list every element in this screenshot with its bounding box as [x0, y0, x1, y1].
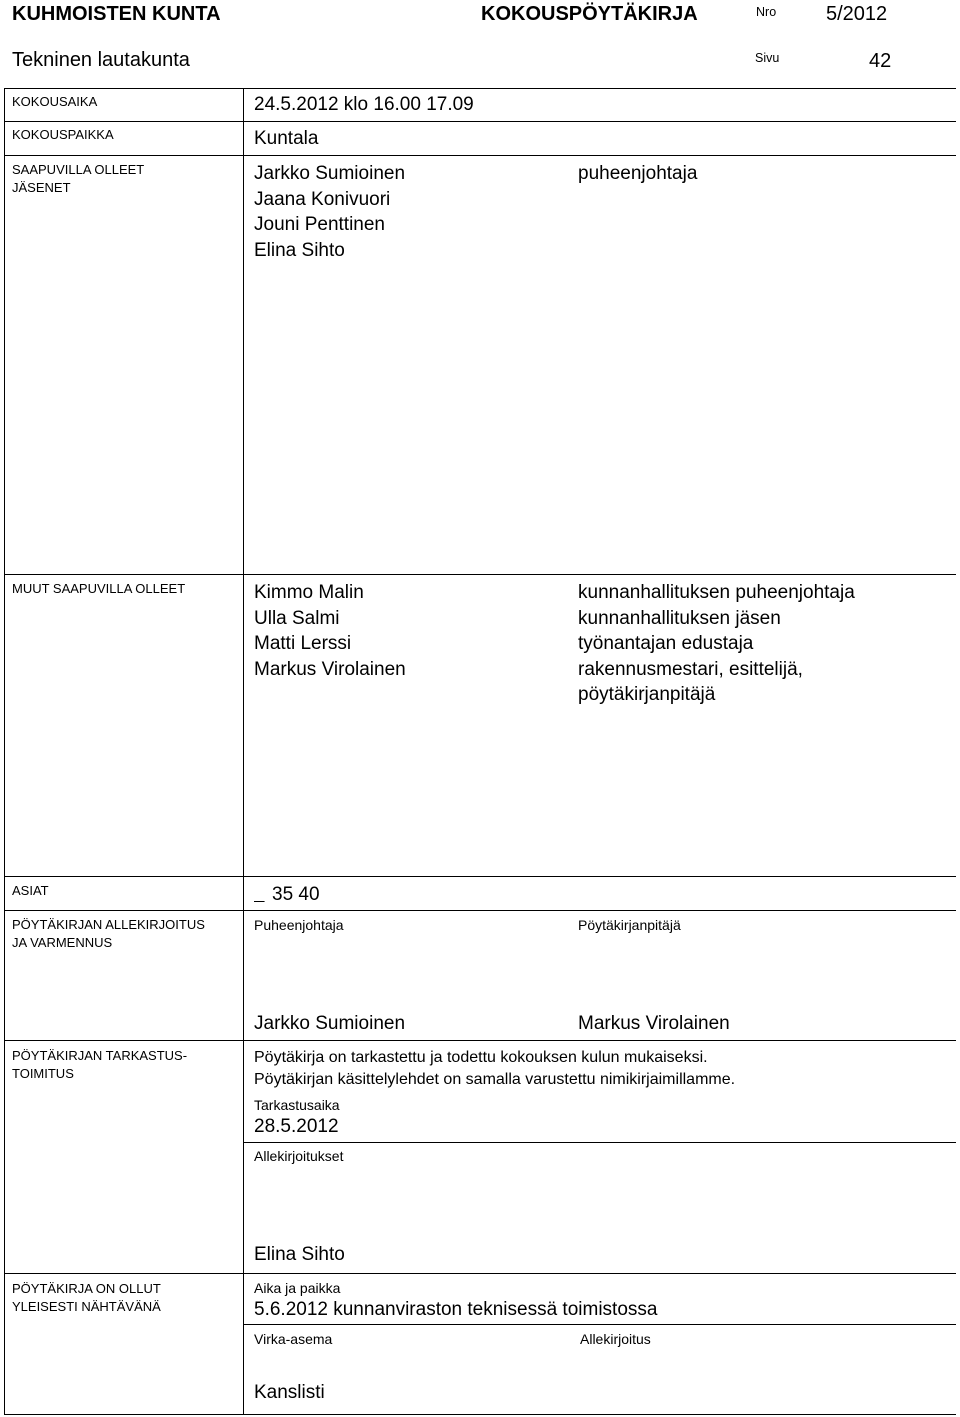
other-name: Ulla Salmi — [254, 607, 340, 629]
review-label — [12, 1047, 187, 1083]
other-role: rakennusmestari, esittelijä, — [578, 658, 803, 680]
frame-top-line — [4, 88, 956, 89]
row-divider-items — [4, 910, 956, 911]
member-name: Jaana Konivuori — [254, 188, 391, 210]
items-label: ASIAT — [12, 883, 49, 898]
meeting-time-value: 24.5.2012 klo 16.00 17.09 — [254, 94, 474, 115]
number-value: 5/2012 — [826, 3, 888, 25]
public-label-line-2: YLEISESTI NÄHTÄVÄNÄ — [12, 1299, 161, 1314]
other-role: kunnanhallituksen puheenjohtaja — [578, 582, 855, 603]
meeting-place-value: Kuntala — [254, 128, 319, 149]
members-list — [254, 161, 405, 263]
reviewer-name: Elina Sihto — [254, 1244, 345, 1265]
other-name: Markus Virolainen — [254, 658, 406, 680]
row-divider-time — [4, 121, 956, 122]
members-label-line-2: JÄSENET — [12, 180, 71, 195]
public-label-line-1: PÖYTÄKIRJA ON OLLUT — [12, 1281, 161, 1296]
page-label: Sivu — [755, 51, 780, 65]
chair-label: Puheenjohtaja — [254, 917, 344, 933]
board-name: Tekninen lautakunta — [12, 49, 190, 71]
number-label: Nro — [756, 5, 777, 19]
review-time-value: 28.5.2012 — [254, 1116, 339, 1137]
meeting-place-label: KOKOUSPAIKKA — [12, 127, 114, 142]
others-label: MUUT SAAPUVILLA OLLEET — [12, 581, 186, 596]
secretary-name: Markus Virolainen — [578, 1013, 730, 1034]
row-divider-place — [4, 155, 956, 156]
row-divider-members — [4, 574, 956, 575]
member-name: Jarkko Sumioinen — [254, 163, 406, 184]
review-time-label: Tarkastusaika — [254, 1097, 340, 1113]
member-role: puheenjohtaja — [578, 163, 698, 184]
other-role: pöytäkirjanpitäjä — [578, 684, 716, 705]
signing-label-line-1: PÖYTÄKIRJAN ALLEKIRJOITUS — [12, 917, 205, 932]
row-divider-others — [4, 876, 956, 877]
signing-label — [12, 916, 205, 952]
chair-name: Jarkko Sumioinen — [254, 1013, 406, 1034]
others-list — [254, 580, 406, 682]
members-label-line-1: SAAPUVILLA OLLEET — [12, 162, 145, 177]
label-column-divider — [243, 88, 244, 1415]
time-place-value: 5.6.2012 kunnanviraston teknisessä toimistossa — [254, 1299, 658, 1320]
frame-left-line — [4, 88, 5, 1415]
other-name: Kimmo Malin — [254, 582, 364, 603]
others-roles — [578, 580, 855, 708]
row-divider-review — [4, 1273, 956, 1274]
secretary-label: Pöytäkirjanpitäjä — [578, 917, 681, 933]
municipality-name: KUHMOISTEN KUNTA — [12, 3, 221, 25]
review-statement-line: Pöytäkirjan käsittelylehdet on samalla varustettu nimikirjaimillamme. — [254, 1071, 736, 1088]
position-label: Virka-asema — [254, 1331, 333, 1347]
items-section-sign-icon — [254, 882, 265, 908]
member-name: Elina Sihto — [254, 239, 345, 261]
row-divider-signatures — [243, 1142, 956, 1143]
review-statement-line: Pöytäkirja on tarkastettu ja todettu kokouksen kulun mukaiseksi. — [254, 1049, 708, 1066]
review-label-line-2: TOIMITUS — [12, 1066, 74, 1081]
member-name: Jouni Penttinen — [254, 214, 385, 235]
page-number: 42 — [869, 50, 892, 72]
review-statement — [254, 1047, 735, 1091]
items-range: 35 40 — [272, 884, 320, 905]
row-divider-signing — [4, 1040, 956, 1041]
time-place-label: Aika ja paikka — [254, 1280, 341, 1296]
document-type: KOKOUSPÖYTÄKIRJA — [481, 3, 698, 25]
row-divider-position — [243, 1324, 956, 1325]
members-label — [12, 161, 144, 197]
other-role: työnantajan edustaja — [578, 633, 754, 654]
signatures-label: Allekirjoitukset — [254, 1148, 344, 1164]
frame-bottom-line — [4, 1414, 956, 1415]
meeting-time-label: KOKOUSAIKA — [12, 94, 98, 109]
public-label — [12, 1280, 161, 1316]
review-label-line-1: PÖYTÄKIRJAN TARKASTUS- — [12, 1048, 188, 1063]
signing-label-line-2: JA VARMENNUS — [12, 935, 113, 950]
other-role: kunnanhallituksen jäsen — [578, 607, 781, 629]
other-name: Matti Lerssi — [254, 633, 352, 654]
position-value: Kanslisti — [254, 1382, 325, 1403]
signature-label: Allekirjoitus — [580, 1331, 651, 1347]
